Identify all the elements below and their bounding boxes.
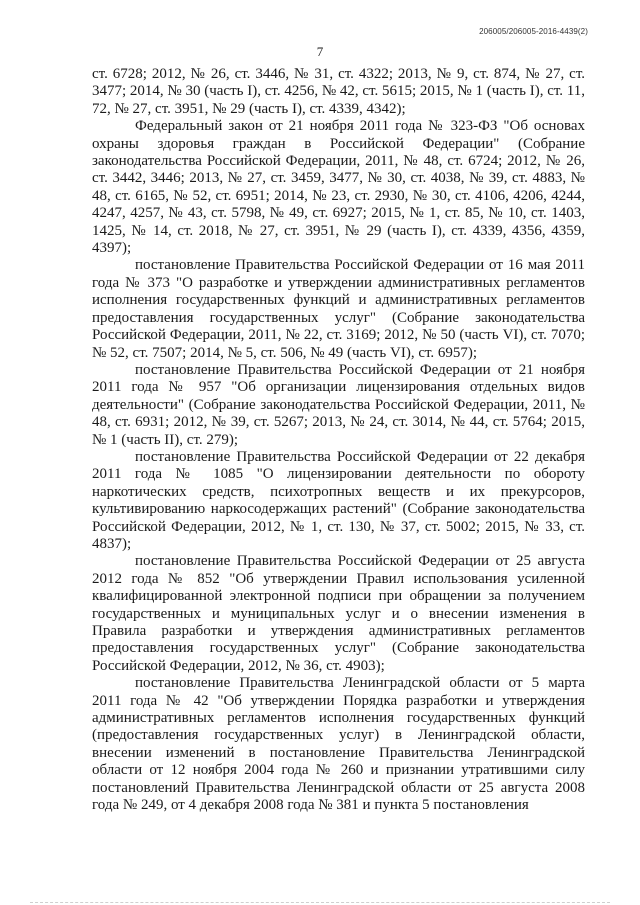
paragraph-federal-law-323: Федеральный закон от 21 ноября 2011 года № 323-ФЗ "Об основах охраны здоровья граждан в Российской Федерации" (Собрание законодательства Российской Федерации, 2011, № 48, ст. 6724; 2012, № 26, ст. 3442, 3446; 2013, № 27, ст. 3459, 3477, № 30, ст. 4038, № 39, ст. 4883, № 48, ст. 6165, № 52, ст. 6951; 2014, № 23, ст. 2930, № 30, ст. 4106, 4206, 4244, 4247, 4257, № 43, ст. 5798, № 49, ст. 6927; 2015, № 1, ст. 85, № 10, ст. 1403, 1425, № 14, ст. 2018, № 27, ст. 3951, № 29 (часть I), ст. 4339, 4356, 4359, 4397);: [92, 118, 585, 257]
paragraph-resolution-957: постановление Правительства Российской Федерации от 21 ноября 2011 года № 957 "Об организации лицензирования отдельных видов деятельности" (Собрание законодательства Российской Федерации, 2011, № 48, ст. 6931; 2012, № 39, ст. 5267; 2013, № 24, ст. 3014, № 44, ст. 5764; 2015, № 1 (часть II), ст. 279);: [92, 361, 585, 448]
paragraph-resolution-373: постановление Правительства Российской Федерации от 16 мая 2011 года № 373 "О разработке и утверждении административных регламентов исполнения государственных функций и административных регламентов предоставления государственных услуг" (Собрание законодательства Российской Федерации, 2011, № 22, ст. 3169; 2012, № 50 (часть VI), ст. 7070; № 52, ст. 7507; 2014, № 5, ст. 506, № 49 (часть VI), ст. 6957);: [92, 257, 585, 361]
paragraph-resolution-1085: постановление Правительства Российской Федерации от 22 декабря 2011 года № 1085 "О лицензировании деятельности по обороту наркотических средств, психотропных веществ и их прекурсоров, культивированию наркосодержащих растений" (Собрание законодательства Российской Федерации, 2012, № 1, ст. 130, № 37, ст. 5002; 2015, № 33, ст. 4837);: [92, 448, 585, 552]
paragraph-resolution-852: постановление Правительства Российской Федерации от 25 августа 2012 года № 852 "Об утверждении Правил использования усиленной квалифицированной электронной подписи при обращении за получением государственных и муниципальных услуг и о внесении изменения в Правила разработки и утверждения административных регламентов предоставления государственных услуг" (Собрание законодательства Российской Федерации, 2012, № 36, ст. 4903);: [92, 553, 585, 674]
paragraph-leningrad-resolution-42: постановление Правительства Ленинградской области от 5 марта 2011 года № 42 "Об утверждении Порядка разработки и утверждения административных регламентов исполнения государственных функций (предоставления государственных услуг) в Ленинградской области, внесении изменений в постановление Правительства Ленинградской области от 12 ноября 2004 года № 260 и признании утратившими силу постановлений Правительства Ленинградской области от 25 августа 2008 года № 249, от 4 декабря 2008 года № 381 и пункта 5 постановления: [92, 675, 585, 814]
paragraph-continuation: ст. 6728; 2012, № 26, ст. 3446, № 31, ст. 4322; 2013, № 9, ст. 874, № 27, ст. 3477; 2014, № 30 (часть I), ст. 4256, № 42, ст. 5615; 2015, № 1 (часть I), ст. 11, 72, № 27, ст. 3951, № 29 (часть I), ст. 4339, 4342);: [92, 66, 585, 117]
document-body: [92, 66, 585, 814]
page-number: 7: [316, 44, 324, 59]
document-id: 206005/206005-2016-4439(2): [479, 27, 588, 36]
page-bottom-edge: [30, 902, 610, 903]
